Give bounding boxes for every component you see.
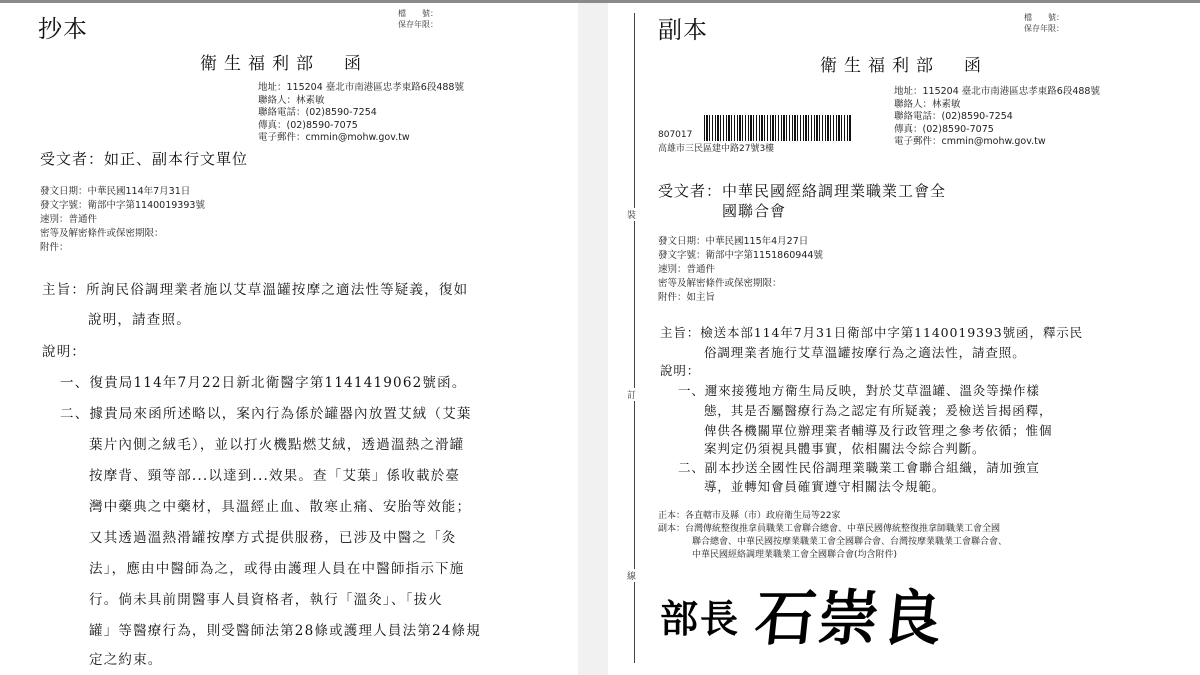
- subject-line-2: 說明，請查照。: [88, 312, 191, 328]
- contact-block: [258, 82, 464, 145]
- secrecy: 密等及解密條件或保密期限：: [658, 278, 782, 289]
- attachment: 附件：如主旨: [658, 292, 716, 303]
- archive-period-label: 保存年限：: [398, 20, 438, 29]
- subject-line-1: 主旨：檢送本部114年7月31日衛部中字第1140019393號函，釋示民: [660, 325, 1084, 340]
- explain-item-2-line: 法」，應由中醫師為之，或得由護理人員在中醫師指示下施: [89, 561, 465, 577]
- secrecy: 密等及解密條件或保密期限：: [40, 228, 164, 239]
- contact-email: 電子郵件：cmmin@mohw.gov.tw: [894, 136, 1046, 147]
- explain-item-2-line: 定之約束。: [89, 652, 163, 668]
- contact-person: 聯絡人：林素敏: [258, 94, 325, 106]
- barcode: [704, 115, 852, 141]
- urgency: 速別：普通件: [658, 264, 716, 275]
- explain-item-1-line: 態，其是否屬醫療行為之認定有所疑義；爰檢送旨揭函釋，: [704, 403, 1053, 418]
- explain-item-1: 一、復貴局114年7月22日新北衛醫字第1141419062號函。: [60, 375, 467, 391]
- explain-item-1-line: 案判定仍須視具體事實，依相關法令綜合判斷。: [704, 441, 986, 456]
- attachment: 附件：: [40, 242, 69, 253]
- archive-number-label: 檔 號：: [398, 9, 438, 18]
- issue-date: 發文日期：中華民國115年4月27日: [658, 236, 809, 247]
- subject-line-1: 主旨：所詢民俗調理業者施以艾草溫罐按摩之適法性等疑義，復如: [42, 282, 469, 298]
- explain-item-2-line: 二、副本抄送全國性民俗調理業職業工會聯合組織，請加強宣: [678, 460, 1040, 475]
- issue-date: 發文日期：中華民國114年7月31日: [40, 186, 191, 197]
- binding-line: [634, 13, 635, 663]
- copy-stamp-label: 副本: [658, 16, 708, 44]
- recipient-line-2: 國聯合會: [722, 202, 787, 220]
- contact-address: 地址：115204 臺北市南港區忠孝東路6段488號: [258, 82, 464, 93]
- archive-period-label: 保存年限：: [1024, 24, 1064, 33]
- mail-address: 高雄市三民區建中路27號3樓: [658, 144, 775, 154]
- explain-item-1-line: 一、邇來接獲地方衛生局反映，對於艾草溫罐、溫灸等操作樣: [678, 383, 1040, 398]
- recipient-line-1: 受文者：中華民國經絡調理業職業工會全: [658, 182, 947, 200]
- signature-name: 石崇良: [751, 584, 949, 654]
- left-document-page: [0, 3, 578, 675]
- binding-mark: 線: [627, 569, 636, 582]
- postal-code: 807017: [658, 130, 693, 140]
- binding-mark: 訂: [627, 388, 636, 401]
- cc-block: [658, 510, 1007, 562]
- contact-address: 地址：115204 臺北市南港區忠孝東路6段488號: [894, 86, 1100, 97]
- binding-mark: 裝: [627, 208, 636, 221]
- subject-line-2: 俗調理業者施行艾草溫罐按摩行為之適法性，請查照。: [704, 345, 1026, 360]
- contact-email: 電子郵件：cmmin@mohw.gov.tw: [258, 132, 410, 143]
- explain-item-2-line: 葉片內側之絨毛），並以打火機點燃艾絨，透過溫熱之滑罐: [89, 437, 465, 453]
- contact-fax: 傳真：(02)8590-7075: [258, 119, 358, 131]
- page-gutter: [578, 3, 608, 675]
- explain-item-2-line: 二、據貴局來函所述略以，案內行為係於罐器內放置艾絨（艾葉: [60, 406, 472, 422]
- cc-original-recipients: 正本：各直轄市及縣（市）政府衛生局等22家: [658, 511, 841, 521]
- contact-fax: 傳真：(02)8590-7075: [894, 123, 994, 135]
- issue-number: 發文字號：衛部中字第1151860944號: [658, 250, 823, 261]
- urgency: 速別：普通件: [40, 214, 98, 225]
- archive-number-label: 檔 號：: [1024, 13, 1064, 22]
- copy-stamp-label: 抄本: [38, 15, 88, 43]
- contact-phone: 聯絡電話：(02)8590-7254: [894, 111, 1013, 122]
- cc-copy-recipients-cont: 中華民國經絡調理業職業工會全國聯合會(均含附件): [692, 550, 898, 560]
- explain-item-2-line: 行。倘未具前開醫事人員資格者，執行「溫灸」、「拔火: [89, 592, 443, 608]
- meta-block: [658, 235, 823, 305]
- explain-item-2-line: 導，並轉知會員確實遵守相關法令規範。: [704, 479, 946, 494]
- explain-item-2-line: 罐」等醫療行為，則受醫師法第28條或護理人員法第24條規: [89, 623, 481, 639]
- cc-copy-recipients: 副本：台灣傳統整復推拿員職業工會聯合總會、中華民國傳統整復推拿師職業工會全國: [658, 524, 1001, 534]
- org-title: 衛生福利部 函: [820, 56, 988, 76]
- contact-person: 聯絡人：林素敏: [894, 98, 961, 110]
- contact-block: [894, 86, 1100, 149]
- explain-item-2-line: 又其透過溫熱滑罐按摩方式提供服務，已涉及中醫之「灸: [89, 530, 457, 546]
- explain-label: 說明：: [660, 363, 701, 378]
- explain-item-2-line: 灣中藥典之中藥材，具溫經止血、散寒止痛、安胎等效能；: [89, 499, 472, 515]
- meta-block: [40, 185, 205, 255]
- cc-copy-recipients-cont: 聯合總會、中華民國按摩業職業工會全國聯合會、台灣按摩業職業工會聯合會、: [692, 537, 1008, 547]
- right-document-page: [608, 3, 1200, 675]
- contact-phone: 聯絡電話：(02)8590-7254: [258, 107, 377, 118]
- explain-item-2-line: 按摩背、頸等部...以達到...效果。查「艾葉」係收載於臺: [89, 468, 461, 484]
- explain-item-1-line: 俾供各機關單位辦理業者輔導及行政管理之參考依循；惟個: [704, 423, 1053, 438]
- org-title: 衛生福利部 函: [200, 54, 368, 74]
- recipient-line: 受文者：如正、副本行文單位: [40, 150, 249, 168]
- signature-title: 部長: [660, 596, 741, 641]
- issue-number: 發文字號：衛部中字第1140019393號: [40, 200, 205, 211]
- explain-label: 說明：: [42, 344, 87, 360]
